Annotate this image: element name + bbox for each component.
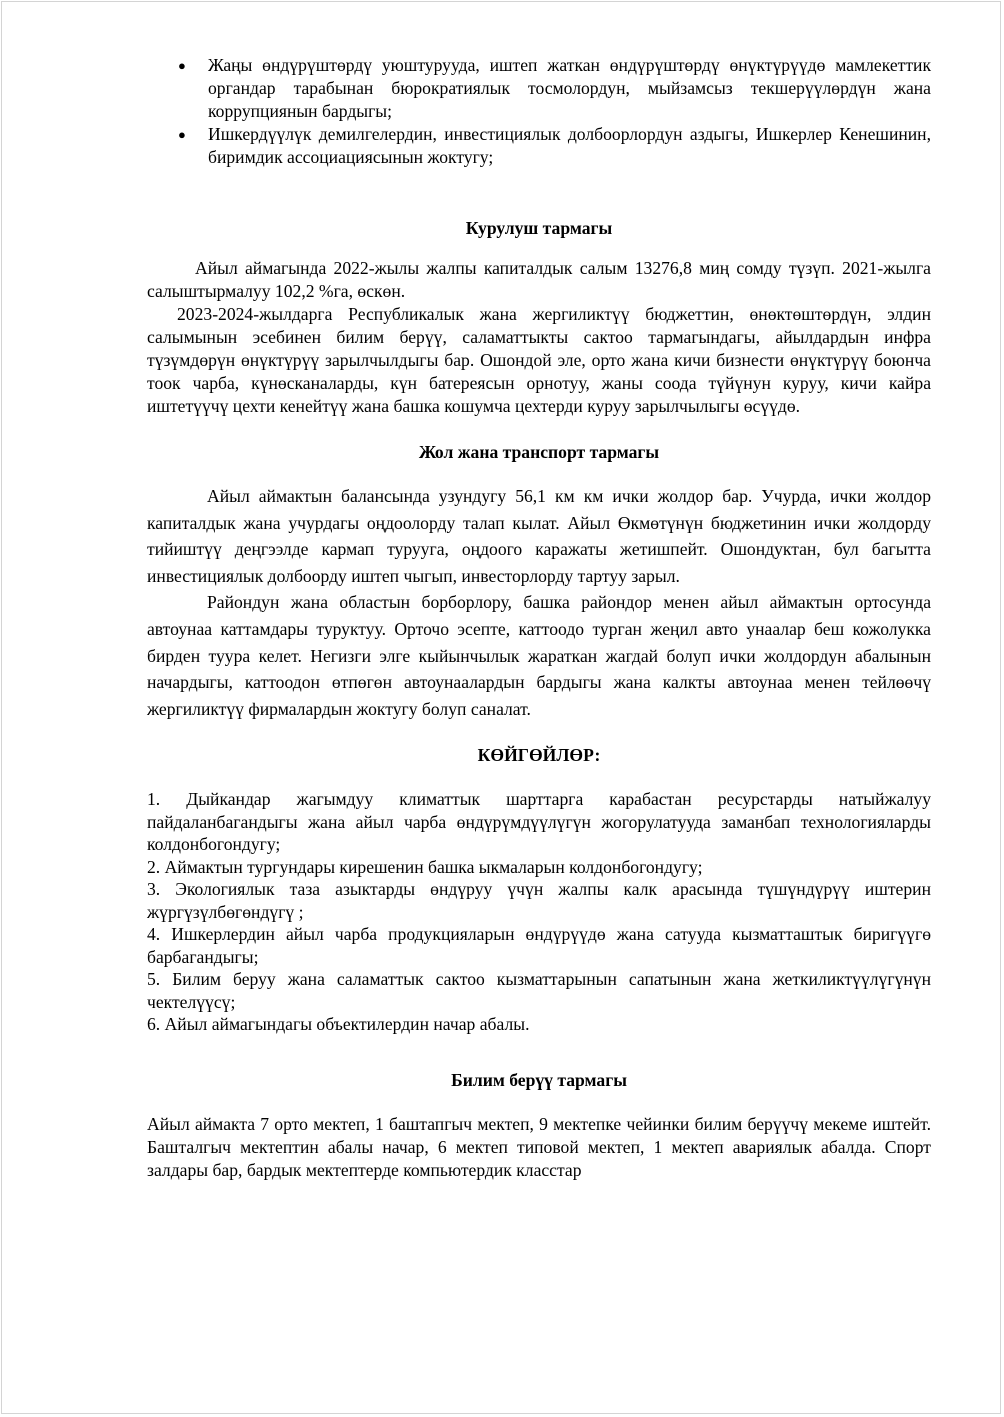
list-item: 3. Экологиялык таза азыктарды өндүруу үчүн жалпы калк арасында түшүндүрүү иштерин жүргүзүлбөгөндүгү ; bbox=[147, 879, 931, 922]
bullet-icon: ● bbox=[178, 58, 186, 73]
construction-paragraph: 2023-2024-жылдарга Республикалык жана жергиликтүү бюджеттин, өнөктөштөрдүн, элдин салымынын эсебинен билим берүү, саламаттыкты сактоо тармагындагы, айылдардын инфра түзүмдөрүн өнүктүрүү зарылчылдыгы бар. Ошондой эле, орто жана кичи бизнести өнүктүрүү боюнча тоок чарба, күнөсканаларды, күн батереясын орнотуу, жаны соода түйүнун куруу, кичи кайра иштетүүчү цехти кенейтүү жана башка кошумча цехтерди куруу зарылчылыгы өсүүдө. bbox=[147, 304, 931, 416]
education-heading: Билим берүү тармагы bbox=[451, 1069, 627, 1090]
issues-bullet-list bbox=[147, 54, 931, 169]
construction-heading: Курулуш тармагы bbox=[465, 218, 613, 238]
list-item: ● Жаңы өндүрүштөрдү уюштурууда, иштеп жаткан өндүрүштөрдү өнүктүрүүдө мамлекеттик органдар тарабынан бюрократиялык тосмолордун, мыйзамсыз текшерүүлөрдүн жана коррупциянын бардыгы; bbox=[178, 55, 931, 121]
construction-paragraph: Айыл аймагында 2022-жылы жалпы капиталдык салым 13276,8 миң сомду түзүп. 2021-жылга салыштырмалуу 102,2 %га, өскөн. bbox=[147, 258, 931, 301]
roads-heading: Жол жана транспорт тармагы bbox=[418, 442, 660, 462]
list-item: 1. Дыйкандар жагымдуу климаттык шарттарга карабастан ресурстарды натыйжалуу пайдаланбагандыгы жана айыл чарба өндүрүмдүүлүгүн жогорулатууда заманбап технологияларды колдонбогондугу; bbox=[147, 789, 931, 855]
document-content bbox=[147, 54, 931, 1182]
document-page bbox=[1, 1, 1001, 1414]
list-item: 2. Аймактын тургундары кирешенин башка ыкмаларын колдонбогондугу; bbox=[147, 856, 703, 877]
roads-paragraph: Айыл аймактын балансында узундугу 56,1 км км ички жолдор бар. Учурда, ички жолдор капиталдык жана учурдагы оңдоолорду талап кылат. Айыл Өкмөтүнүн бюджетинин ички жолдорду тийиштүү деңгээлде кармап турууга, оңдоого каражаты жетишпейт. Ошондуктан, бул багытта инвестициялык долбоорду иштеп чыгып, инвесторлорду тартуу зарыл. bbox=[147, 486, 931, 586]
roads-paragraph: Райондун жана областын борборлору, башка райондор менен айыл аймактын ортосунда автоунаа каттамдары туруктуу. Орточо эсепте, каттоодо турган жеңил авто унаалар беш кожолукка бирден туура келет. Негизги элге кыйынчылык жараткан жагдай болуп ички жолдордун абалынын начардыгы, каттоодон өтпөгөн автоунаалардын бардыгы жана калкты автоунаа менен тейлөөчү жергиликтүү фирмалардын жоктугу болуп саналат. bbox=[147, 592, 931, 719]
problems-heading: КӨЙГӨЙЛӨР: bbox=[477, 745, 601, 766]
list-item: ● Ишкердүүлүк демилгелердин, инвестициялык долбоорлордун аздыгы, Ишкерлер Кенешинин, биримдик ассоциациясынын жоктугу; bbox=[178, 124, 931, 167]
list-item: 6. Айыл аймагындагы объектилердин начар абалы. bbox=[147, 1014, 530, 1035]
education-paragraph: Айыл аймакта 7 орто мектеп, 1 баштапгыч мектеп, 9 мектепке чейинки билим берүүчү мекеме иштейт. Башталгыч мектептин абалы начар, 6 мектеп типовой мектеп, 1 мектеп авариялык абалда. Спорт залдары бар, бардык мектептерде компьютердик класстар bbox=[147, 1113, 931, 1180]
list-item: 4. Ишкерлердин айыл чарба продукцияларын өндүрүүдө жана сатууда кызматташтык биригүүгө барбагандыгы; bbox=[147, 924, 931, 967]
problems-list bbox=[147, 788, 931, 1036]
list-item: 5. Билим беруу жана саламаттык сактоо кызматтарынын сапатынын жана жеткиликтүүлүгүнүн чектелүүсү; bbox=[147, 969, 931, 1012]
bullet-icon: ● bbox=[178, 127, 186, 142]
